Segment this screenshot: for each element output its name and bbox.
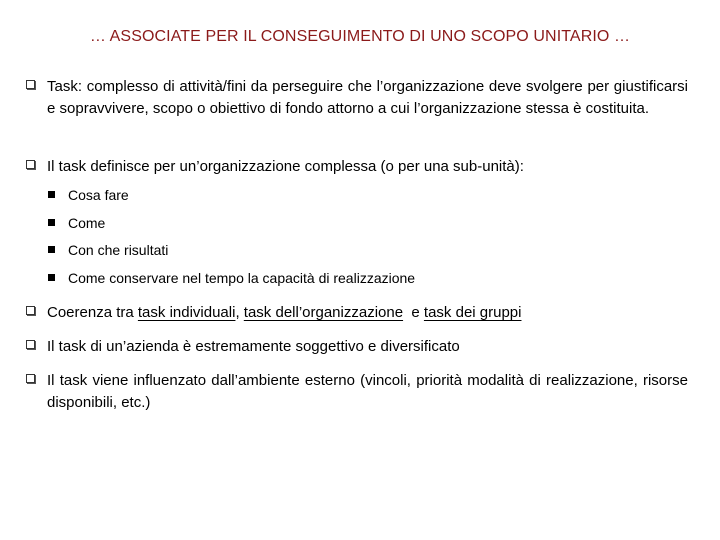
link-task-gruppi[interactable]: task dei gruppi xyxy=(423,304,522,321)
bullet-task-defines xyxy=(26,156,688,178)
checkbox-bullet-icon xyxy=(26,80,35,89)
checkbox-bullet-icon xyxy=(26,160,35,169)
checkbox-bullet-icon xyxy=(26,306,35,315)
bullet-subjective xyxy=(26,336,688,358)
bullet-environment xyxy=(26,370,688,414)
link-task-organizzazione[interactable]: task dell’organizzazione xyxy=(243,304,404,321)
separator: , xyxy=(235,304,244,321)
sub-item-text: Come xyxy=(68,215,106,231)
checkbox-bullet-icon xyxy=(26,340,35,349)
bullet-coherence xyxy=(26,302,688,324)
sub-item-text: Con che risultati xyxy=(68,242,169,258)
checkbox-bullet-icon xyxy=(26,374,35,383)
sub-item-text: Cosa fare xyxy=(68,187,129,203)
bullet-body: : complesso di attività/fini da perseguire che l’organizzazione deve svolgere per giustificarsi e sopravvivere, scopo o obiettivo di fondo attorno a cui l’organizzazione stessa è costituita. xyxy=(47,78,688,117)
sub-item xyxy=(47,214,647,232)
square-bullet-icon xyxy=(48,274,55,281)
bullet-term: Task xyxy=(47,78,78,95)
separator: e xyxy=(403,304,424,321)
bullet-text: Il task di un’azienda è estremamente soggettivo e diversificato xyxy=(47,338,460,355)
bullet-text xyxy=(47,302,688,324)
sub-item xyxy=(47,241,647,259)
sub-item-text: Come conservare nel tempo la capacità di realizzazione xyxy=(68,270,416,286)
bullet-text: Il task viene influenzato dall’ambiente esterno (vincoli, priorità modalità di realizzazione, risorse disponibili, etc.) xyxy=(47,372,688,411)
square-bullet-icon xyxy=(48,191,55,198)
slide-title: … ASSOCIATE PER IL CONSEGUIMENTO DI UNO SCOPO UNITARIO … xyxy=(89,28,631,45)
coherence-prefix: Coerenza tra xyxy=(47,304,138,321)
sub-item xyxy=(47,269,647,287)
sub-item xyxy=(47,186,647,204)
bullet-text: Il task definisce per un’organizzazione complessa (o per una sub-unità): xyxy=(47,158,524,175)
square-bullet-icon xyxy=(48,219,55,226)
link-task-individuali[interactable]: task individuali xyxy=(137,304,236,321)
bullet-text xyxy=(47,76,688,120)
square-bullet-icon xyxy=(48,246,55,253)
bullet-task-definition xyxy=(26,76,688,120)
